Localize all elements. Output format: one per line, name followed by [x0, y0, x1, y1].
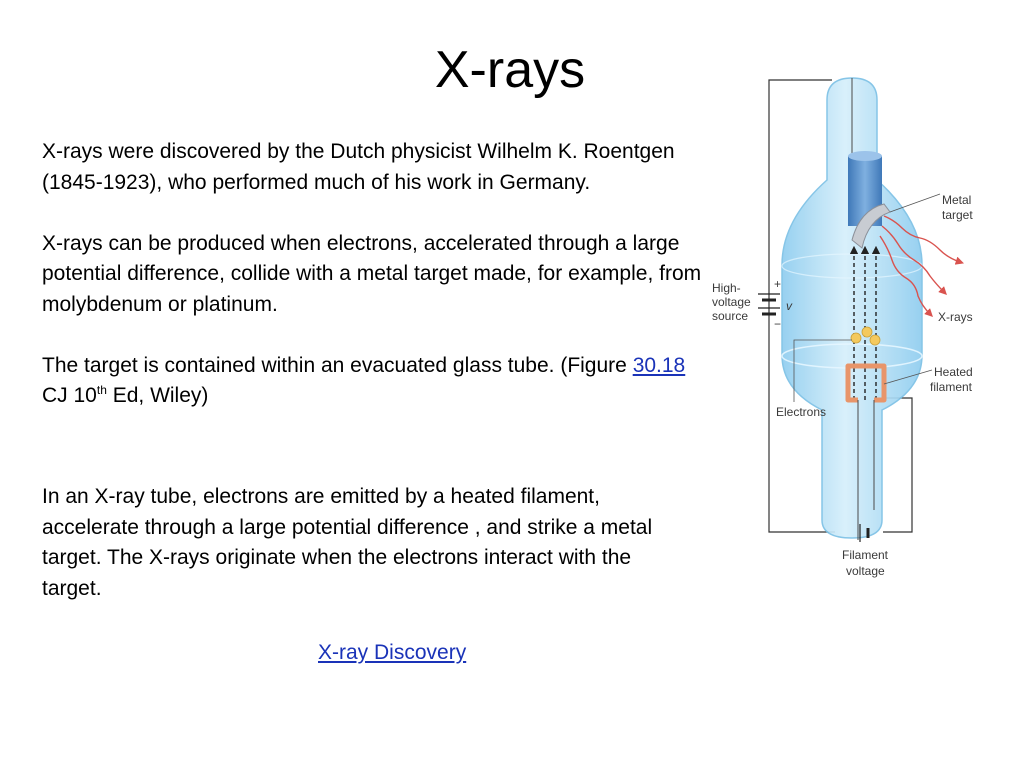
electron-dot-2: [862, 327, 872, 337]
label-electrons: Electrons: [776, 405, 827, 419]
electron-dot-1: [851, 333, 861, 343]
tube-text-mid: CJ 10: [42, 384, 97, 407]
hv-plus-sign: +: [774, 277, 782, 291]
label-filament-word: Filament: [842, 548, 889, 562]
label-voltage: voltage: [712, 295, 751, 309]
intro-text: [42, 137, 702, 412]
label-filament-voltage: voltage: [846, 564, 885, 578]
anode-top: [848, 151, 882, 161]
circuit-wire-filament: [883, 398, 912, 532]
paragraph-production: X-rays can be produced when electrons, accelerated through a large potential difference, collide with a metal target made, for example, from molybdenum or platinum.: [42, 231, 702, 316]
xray-tube-diagram: [712, 70, 982, 585]
paragraph-tube: [42, 351, 702, 412]
tube-text-start: The target is contained within an evacuated glass tube. (Figure: [42, 353, 633, 377]
tube-explanation: [42, 482, 692, 604]
label-high: High-: [712, 281, 741, 295]
label-source: source: [712, 309, 749, 323]
tube-text-end: Ed, Wiley): [106, 384, 209, 407]
xray-tube-svg: [712, 70, 982, 585]
hv-v-symbol: v: [786, 299, 792, 313]
hv-minus-sign: −: [774, 317, 782, 331]
label-metal: Metal: [942, 193, 972, 207]
label-heated: Heated: [934, 365, 973, 379]
paragraph-discovery: X-rays were discovered by the Dutch physicist Wilhelm K. Roentgen (1845-1923), who performed much of his work in Germany.: [42, 140, 675, 194]
paragraph-xray-tube: In an X-ray tube, electrons are emitted by a heated filament, accelerate through a large potential difference , and strike a metal target. The X-rays originate when the electrons interact with the target.: [42, 485, 653, 600]
label-xrays: X-rays: [938, 310, 973, 324]
label-target: target: [942, 208, 973, 222]
edition-superscript: th: [96, 383, 107, 397]
label-filament: filament: [930, 380, 973, 394]
figure-link[interactable]: 30.18: [632, 353, 686, 377]
slide-title: X-rays: [434, 41, 586, 99]
xray-discovery-link[interactable]: X-ray Discovery: [318, 641, 467, 664]
electron-dot-3: [870, 335, 880, 345]
